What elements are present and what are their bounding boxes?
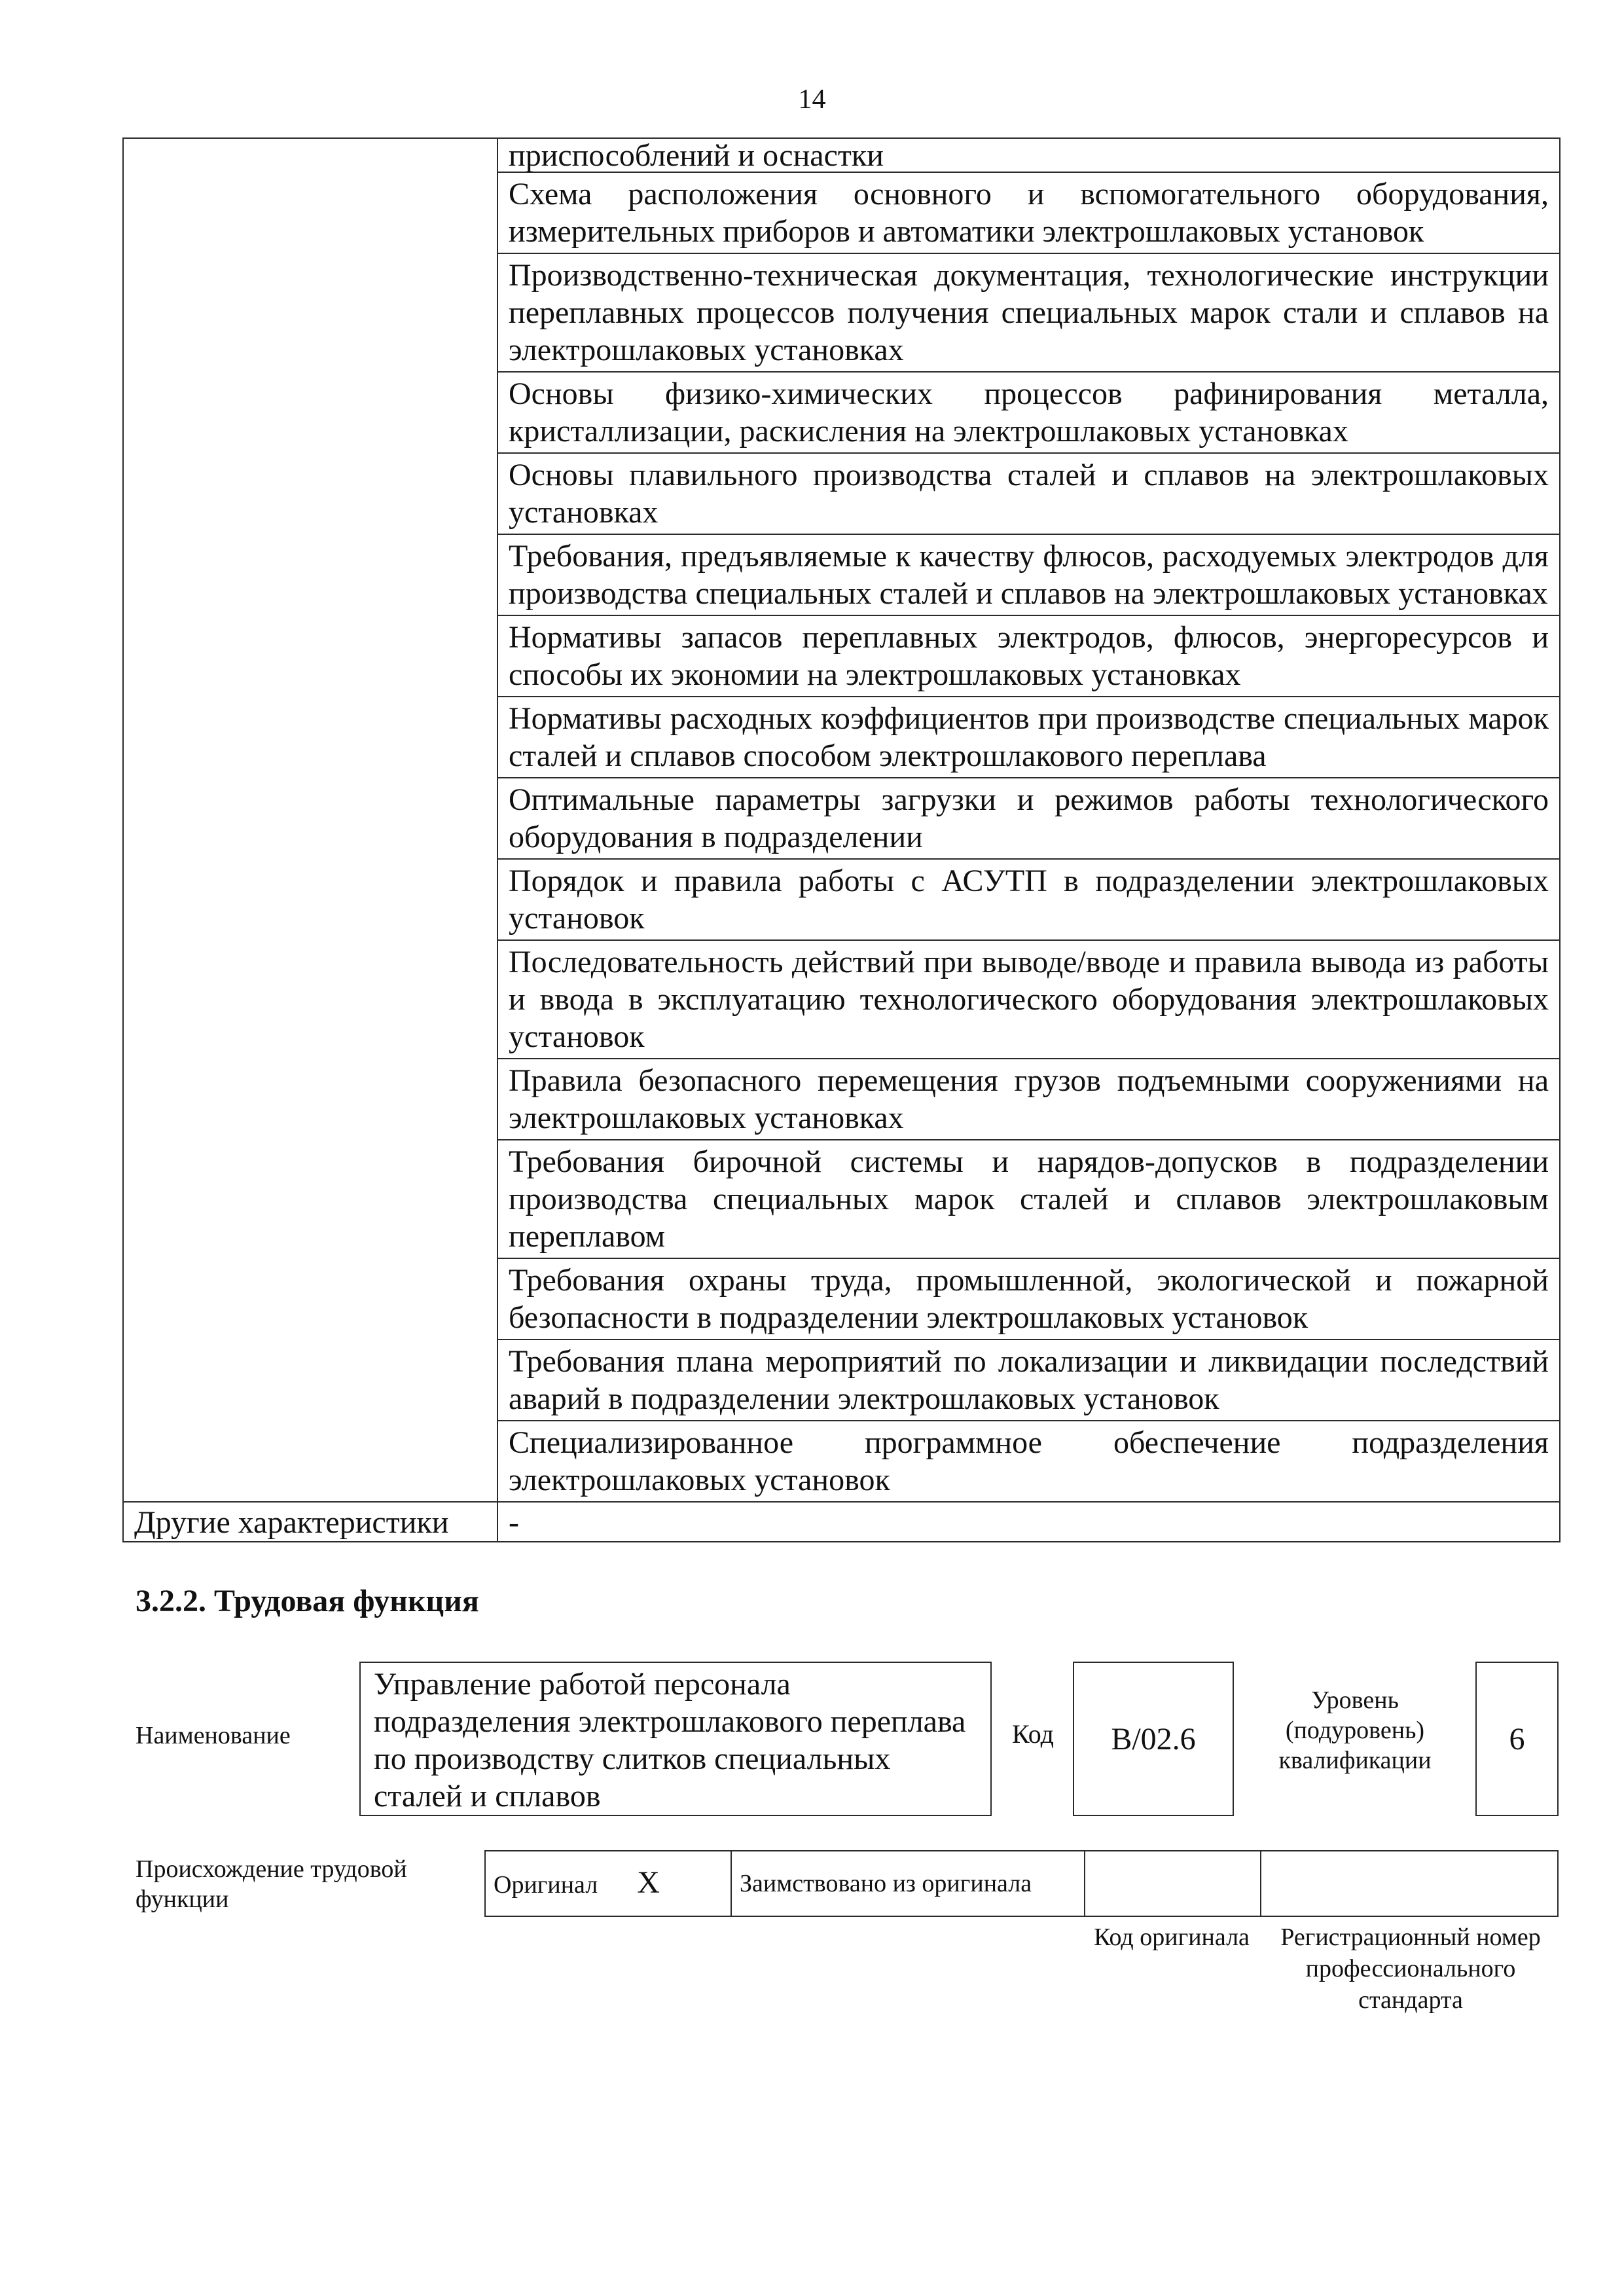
origin-table: [484, 1850, 1559, 1917]
knowledge-item: Специализированное программное обеспечение подразделения электрошлаковых установок: [497, 1421, 1560, 1502]
knowledge-item: Требования, предъявляемые к качеству флюсов, расходуемых электродов для производства специальных сталей и сплавов на электрошлаковых установках: [497, 534, 1560, 615]
function-name-field: Управление работой персонала подразделения электрошлакового переплава по производству слитков специальных сталей и сплавов: [359, 1662, 992, 1816]
knowledge-item: Нормативы запасов переплавных электродов, флюсов, энергоресурсов и способы их экономии на электрошлаковых установках: [497, 615, 1560, 697]
knowledge-item: Основы физико-химических процессов рафинирования металла, кристаллизации, раскисления на электрошлаковых установках: [497, 372, 1560, 453]
knowledge-item: Основы плавильного производства сталей и сплавов на электрошлаковых установках: [497, 453, 1560, 534]
original-mark: X: [637, 1865, 660, 1900]
knowledge-item: приспособлений и оснастки: [497, 138, 1560, 172]
table-row: [123, 138, 1560, 172]
name-label: Наименование: [135, 1722, 291, 1749]
knowledge-item: Требования охраны труда, промышленной, экологической и пожарной безопасности в подразделении электрошлаковых установок: [497, 1258, 1560, 1339]
origin-label: Происхождение трудовой функции: [135, 1855, 407, 1913]
empty-label-cell: [123, 138, 497, 1502]
code-original-cell: [1085, 1851, 1261, 1916]
borrowed-cell: [731, 1851, 1085, 1916]
knowledge-item: Требования плана мероприятий по локализации и ликвидации последствий аварий в подразделении электрошлаковых установок: [497, 1339, 1560, 1421]
level-label: Уровень (подуровень) квалификации: [1278, 1686, 1432, 1774]
function-code-field: B/02.6: [1073, 1662, 1234, 1816]
code-label: Код: [1012, 1719, 1054, 1749]
knowledge-item: Требования бирочной системы и нарядов-допусков в подразделении производства специальных марок сталей и сплавов электрошлаковым переплавом: [497, 1140, 1560, 1258]
knowledge-item: Правила безопасного перемещения грузов подъемными сооружениями на электрошлаковых установках: [497, 1059, 1560, 1140]
caption-code-original: Код оригинала: [1094, 1923, 1250, 1951]
knowledge-item: Нормативы расходных коэффициентов при производстве специальных марок сталей и сплавов способом электрошлакового переплава: [497, 697, 1560, 778]
caption-reg-number: Регистрационный номер профессионального стандарта: [1280, 1923, 1541, 2014]
original-cell: [485, 1851, 731, 1916]
knowledge-item: Схема расположения основного и вспомогательного оборудования, измерительных приборов и автоматики электрошлаковых установок: [497, 172, 1560, 253]
original-label: Оригинал: [494, 1870, 598, 1899]
section-title: 3.2.2. Трудовая функция: [135, 1584, 479, 1618]
page-number: 14: [798, 84, 826, 115]
knowledge-table: [122, 137, 1561, 1542]
other-characteristics-value: -: [497, 1502, 1560, 1542]
knowledge-item: Оптимальные параметры загрузки и режимов работы технологического оборудования в подразделении: [497, 778, 1560, 859]
knowledge-item: Последовательность действий при выводе/вводе и правила вывода из работы и ввода в эксплуатацию технологического оборудования электрошлаковых установок: [497, 940, 1560, 1059]
reg-number-cell: [1261, 1851, 1558, 1916]
other-characteristics-row: [123, 1502, 1560, 1542]
knowledge-item: Порядок и правила работы с АСУТП в подразделении электрошлаковых установок: [497, 859, 1560, 940]
knowledge-item: Производственно-техническая документация, технологические инструкции переплавных процессов получения специальных марок стали и сплавов на электрошлаковых установках: [497, 253, 1560, 372]
qualification-level-field: 6: [1475, 1662, 1559, 1816]
borrowed-label: Заимствовано из оригинала: [740, 1870, 1032, 1897]
other-characteristics-label: Другие характеристики: [123, 1502, 497, 1542]
